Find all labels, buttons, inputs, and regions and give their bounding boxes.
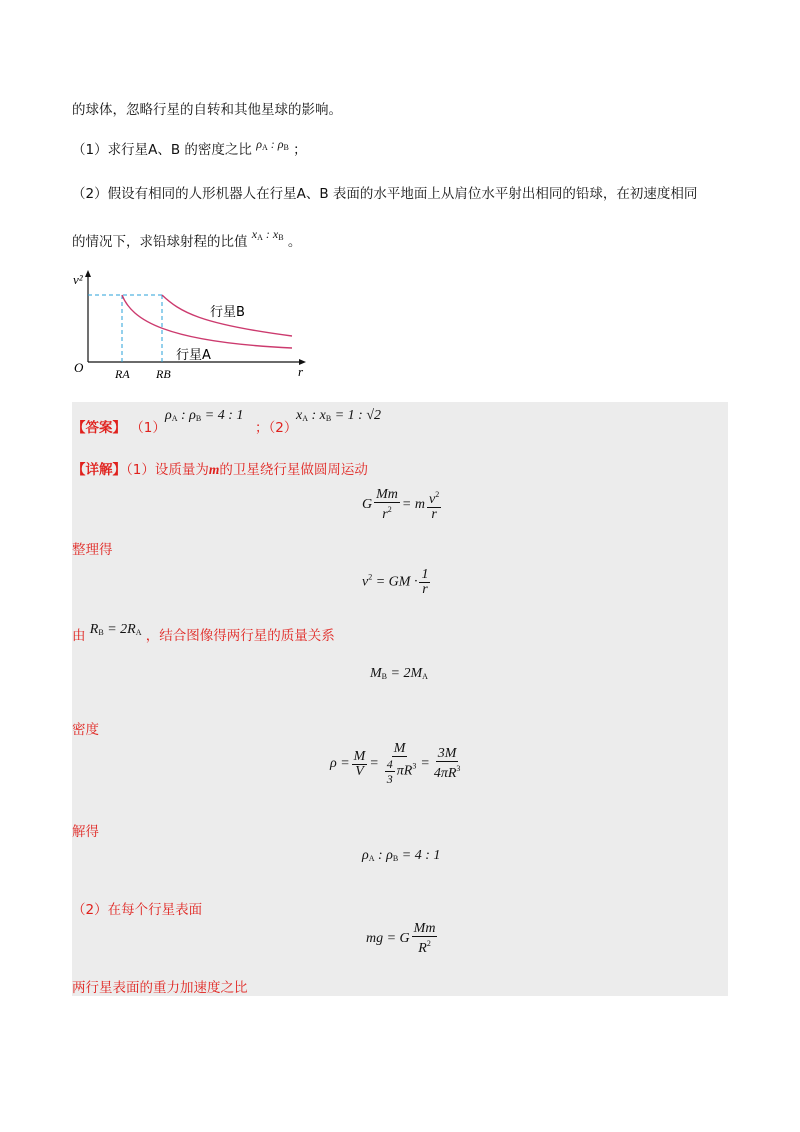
ra-label: RA	[115, 367, 130, 381]
rb-label: RB	[156, 367, 171, 381]
question-1-formula: $\rho_A$ : $\rho_B$	[256, 137, 289, 152]
origin-label: O	[74, 360, 84, 375]
y-axis-arrow	[85, 270, 91, 277]
equation-5: $\rho_A$ : $\rho_B = 4$ : 1	[362, 848, 441, 863]
detail-intro-m: m	[208, 462, 220, 477]
curve-a-label: 行星A	[176, 348, 211, 363]
step-2	[72, 624, 335, 645]
step-2-tail: ，结合图像得两行星的质量关系	[145, 628, 335, 644]
question-1-tail: ；	[293, 142, 307, 158]
part-2-intro: （2）在每个行星表面	[72, 902, 203, 918]
v2-r-graph	[70, 262, 320, 382]
answer-part2-formula: $x_A$ : $x_B = 1$ : √2	[296, 408, 382, 423]
step-2-prefix: 由	[72, 628, 86, 644]
curve-b-label: 行星B	[210, 305, 245, 320]
answer-part1-formula: $\rho_A$ : $\rho_B = 4$ : 1	[165, 408, 244, 423]
detail-intro-text: （1）设质量为	[126, 462, 209, 478]
x-axis-label: r	[298, 364, 304, 379]
question-2-text: 的情况下，求铅球射程的比值	[72, 234, 248, 250]
detail-intro	[72, 458, 368, 478]
curve-planet-a	[122, 295, 292, 348]
intro-line: 的球体，忽略行星的自转和其他星球的影响。	[72, 102, 342, 118]
question-2-line2	[72, 227, 302, 250]
step-5: 两行星表面的重力加速度之比	[72, 980, 248, 996]
equation-2: $v^2$ = GM · $\frac{1}{r}$	[362, 567, 429, 597]
step-1: 整理得	[72, 542, 113, 558]
answer-separator: ；（2）	[255, 420, 298, 436]
question-2-line1: （2）假设有相同的人形机器人在行星A、B 表面的水平地面上从肩位水平射出相同的铅球，在初速度相同	[72, 186, 698, 202]
detail-intro-tail: 的卫星绕行星做圆周运动	[219, 462, 368, 478]
equation-1: G $\frac{Mm}{r^2}$ = m $\frac{v^2}{r}$	[362, 487, 440, 522]
step-2-formula: $R_B = 2R_A$	[89, 622, 142, 637]
answer-tag: 【答案】	[72, 420, 126, 436]
step-4: 解得	[72, 824, 99, 840]
equation-3: $M_B = 2M_A$	[370, 666, 428, 681]
question-2-tail: 。	[287, 234, 302, 250]
question-1-text: （1）求行星A、B 的密度之比	[72, 142, 252, 158]
y-axis-label: v²	[73, 272, 83, 287]
equation-6: mg = G $\frac{Mm}{R^2}$	[366, 921, 436, 956]
answer-line	[72, 416, 166, 436]
answer-part1-label: （1）	[130, 420, 166, 436]
equation-4: ρ = $\frac{M}{V}$ = M $\frac{4}{3}$ $\pi R^3$ = $\frac{3M}{4\pi R^3}$	[330, 741, 461, 786]
detail-tag: 【详解】	[72, 462, 126, 478]
step-3: 密度	[72, 722, 99, 738]
question-2-formula: $x_A$ : $x_B$	[251, 227, 284, 242]
question-1	[72, 138, 307, 158]
